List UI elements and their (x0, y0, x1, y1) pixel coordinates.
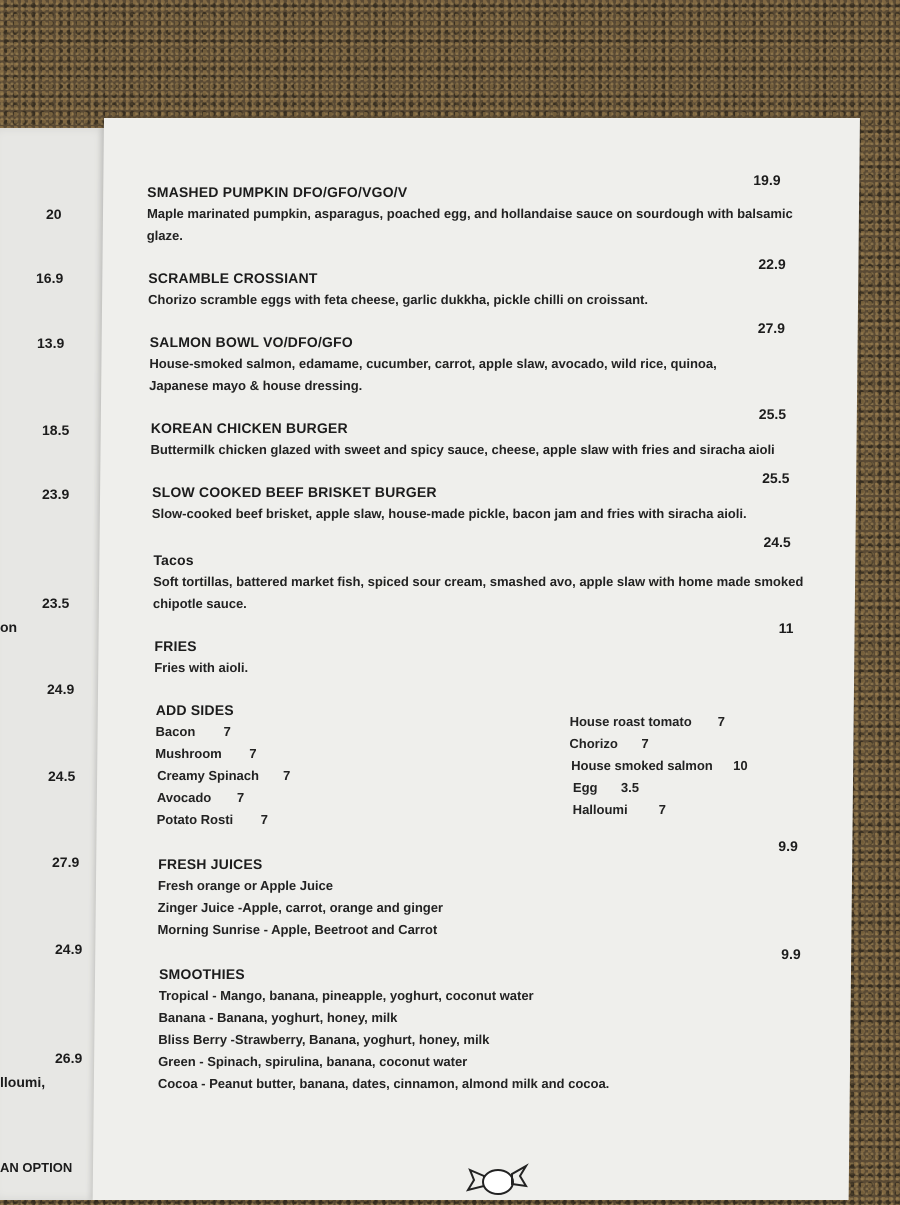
item-description: Japanese mayo & house dressing. (149, 378, 363, 394)
item-price: 11 (778, 620, 794, 637)
side-price: 7 (223, 724, 231, 740)
smoothies-price: 9.9 (781, 946, 801, 963)
smoothie-item: Green - Spinach, spirulina, banana, coconut water (158, 1054, 468, 1070)
side-name: House smoked salmon (571, 758, 713, 774)
item-title: FRIES (154, 638, 197, 655)
side-price: 10 (733, 758, 748, 774)
item-title: SCRAMBLE CROSSIANT (148, 270, 318, 287)
juice-item: Fresh orange or Apple Juice (157, 878, 334, 894)
side-price: 7 (260, 812, 268, 828)
side-price: 7 (717, 714, 725, 730)
left-price: 24.5 (48, 768, 76, 784)
left-fragment: lloumi, (0, 1074, 46, 1090)
juice-item: Zinger Juice -Apple, carrot, orange and ginger (157, 900, 444, 916)
item-price: 22.9 (758, 256, 786, 273)
left-price: 24.9 (47, 681, 75, 697)
item-description: House-smoked salmon, edamame, cucumber, carrot, apple slaw, avocado, wild rice, quinoa, (149, 356, 717, 372)
left-price: 26.9 (55, 1050, 83, 1066)
add-sides-title: ADD SIDES (155, 702, 234, 719)
juices-price: 9.9 (778, 838, 798, 855)
juice-item: Morning Sunrise - Apple, Beetroot and Carrot (157, 922, 438, 938)
side-name: Chorizo (569, 736, 618, 752)
side-name: Egg (572, 780, 598, 796)
side-price: 7 (283, 768, 291, 784)
left-menu-page (0, 128, 109, 1200)
side-name: Creamy Spinach (157, 768, 260, 784)
left-price: 16.9 (36, 270, 64, 286)
item-price: 27.9 (757, 320, 786, 337)
left-price: 23.5 (42, 595, 70, 611)
item-description: Buttermilk chicken glazed with sweet and spicy sauce, cheese, apple slaw with fries and siracha aioli (150, 442, 775, 458)
left-price: 27.9 (52, 854, 80, 870)
left-fragment: on (0, 619, 18, 635)
side-name: Mushroom (155, 746, 222, 762)
smoothie-item: Bliss Berry -Strawberry, Banana, yoghurt, honey, milk (158, 1032, 490, 1048)
side-name: Bacon (155, 724, 196, 740)
item-price: 24.5 (763, 534, 791, 551)
item-price: 25.5 (762, 470, 790, 487)
item-description: Soft tortillas, battered market fish, spiced sour cream, smashed avo, apple slaw with home made smoked (153, 574, 804, 590)
left-price: 18.5 (42, 422, 70, 438)
item-title: SALMON BOWL VO/DFO/GFO (149, 334, 353, 351)
left-price: 20 (46, 206, 62, 222)
candy-icon (466, 1160, 530, 1205)
side-name: Halloumi (572, 802, 628, 818)
item-title: SMASHED PUMPKIN DFO/GFO/VGO/V (147, 184, 408, 201)
item-title: Tacos (153, 552, 194, 569)
side-name: House roast tomato (569, 714, 692, 730)
left-fragment: AN OPTION (0, 1160, 73, 1175)
smoothie-item: Tropical - Mango, banana, pineapple, yoghurt, coconut water (158, 988, 534, 1004)
side-price: 3.5 (620, 780, 640, 796)
juices-title: FRESH JUICES (158, 856, 263, 873)
item-description: Fries with aioli. (154, 660, 249, 676)
item-price: 25.5 (758, 406, 787, 423)
item-description: Chorizo scramble eggs with feta cheese, garlic dukkha, pickle chilli on croissant. (148, 292, 649, 308)
item-description: glaze. (146, 228, 183, 244)
smoothies-title: SMOOTHIES (158, 966, 245, 983)
left-price: 23.9 (42, 486, 70, 502)
smoothie-item: Banana - Banana, yoghurt, honey, milk (158, 1010, 398, 1026)
left-price: 13.9 (37, 335, 65, 351)
right-menu-page (93, 118, 860, 1200)
left-price: 24.9 (55, 941, 83, 957)
item-price: 19.9 (753, 172, 781, 189)
side-price: 7 (658, 802, 667, 818)
side-name: Potato Rosti (156, 812, 234, 828)
item-description: chipotle sauce. (152, 596, 247, 612)
side-price: 7 (236, 790, 245, 806)
item-title: SLOW COOKED BEEF BRISKET BURGER (151, 484, 437, 501)
item-description: Maple marinated pumpkin, asparagus, poached egg, and hollandaise sauce on sourdough with balsamic (146, 206, 793, 222)
smoothie-item: Cocoa - Peanut butter, banana, dates, cinnamon, almond milk and cocoa. (157, 1076, 610, 1092)
side-price: 7 (641, 736, 649, 752)
side-price: 7 (249, 746, 257, 762)
side-name: Avocado (156, 790, 212, 806)
item-description: Slow-cooked beef brisket, apple slaw, house-made pickle, bacon jam and fries with siracha aioli. (151, 506, 747, 522)
item-title: KOREAN CHICKEN BURGER (150, 420, 348, 437)
